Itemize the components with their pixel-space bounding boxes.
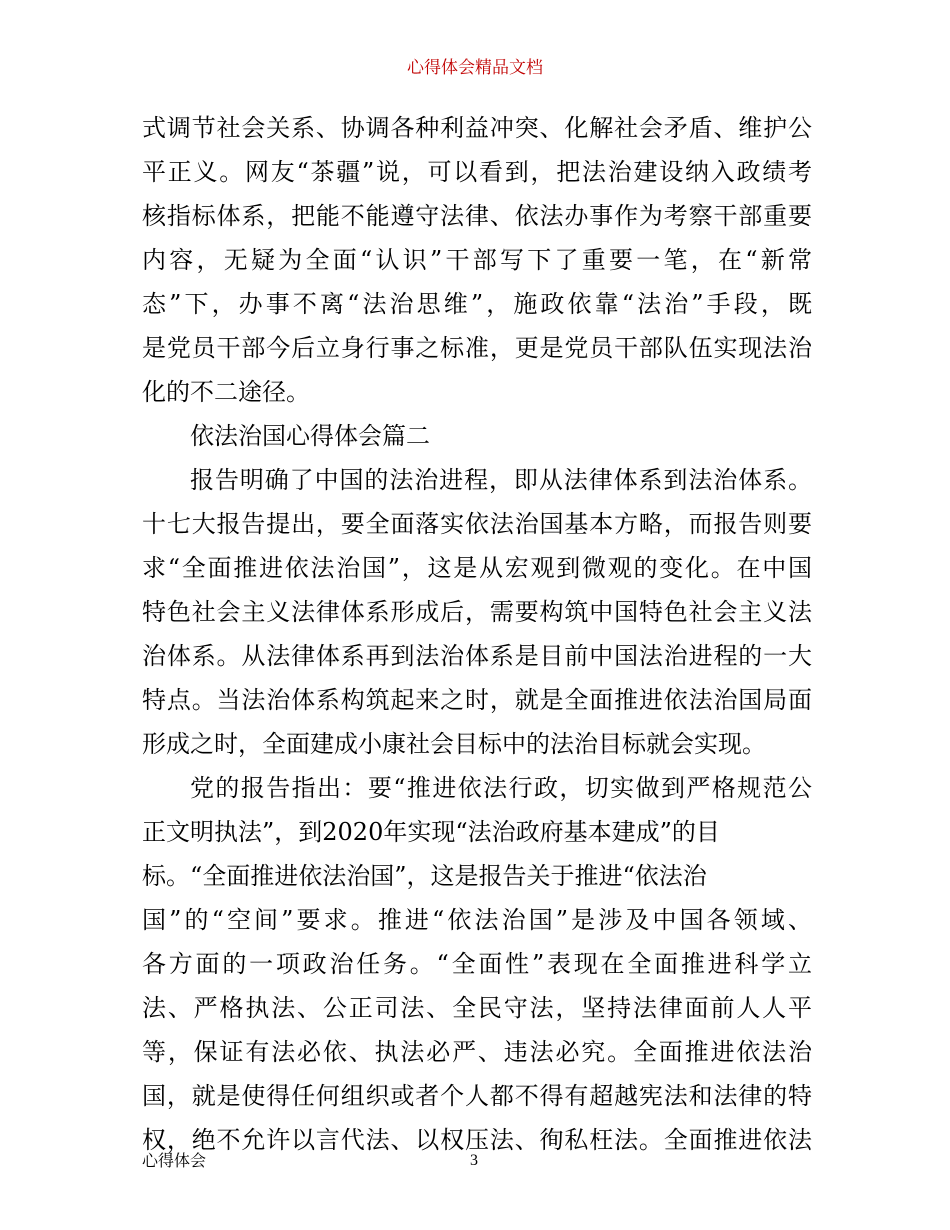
text-line: 国”的“空间”要求。推进“依法治国”是涉及中国各领域、 <box>142 906 812 934</box>
text-line: 国，就是使得任何组织或者个人都不得有超越宪法和法律的特 <box>142 1082 812 1110</box>
text-line: 化的不二途径。 <box>142 378 310 406</box>
text-line: 求“全面推进依法治国”，这是从宏观到微观的变化。在中国 <box>142 554 812 582</box>
document-body <box>142 106 812 1162</box>
text-line: 式调节社会关系、协调各种利益冲突、化解社会矛盾、维护公 <box>142 114 812 142</box>
text-line: 各方面的一项政治任务。“全面性”表现在全面推进科学立 <box>142 950 812 978</box>
text-line: 法、严格执法、公正司法、全民守法，坚持法律面前人人平 <box>142 994 812 1022</box>
text-line: 报告明确了中国的法治进程，即从法律体系到法治体系。 <box>190 466 812 494</box>
text-line: 平正义。网友“茶疆”说，可以看到，把法治建设纳入政绩考 <box>142 158 812 186</box>
text-line: 形成之时，全面建成小康社会目标中的法治目标就会实现。 <box>142 730 766 758</box>
text-line: 等，保证有法必依、执法必严、违法必究。全面推进依法治 <box>142 1038 812 1066</box>
text-line: 核指标体系，把能不能遵守法律、依法办事作为考察干部重要 <box>142 202 812 230</box>
footer-label: 心得体会 <box>142 1151 207 1170</box>
text-line: 治体系。从法律体系再到法治体系是目前中国法治进程的一大 <box>142 642 812 670</box>
page-number: 3 <box>470 1152 478 1169</box>
text-line: 特色社会主义法律体系形成后，需要构筑中国特色社会主义法 <box>142 598 812 626</box>
section-heading: 依法治国心得体会篇二 <box>190 422 430 450</box>
text-line: 特点。当法治体系构筑起来之时，就是全面推进依法治国局面 <box>142 686 812 714</box>
text-line: 是党员干部今后立身行事之标准，更是党员干部队伍实现法治 <box>142 334 812 362</box>
page-footer <box>0 1150 950 1172</box>
text-line: 内容，无疑为全面“认识”干部写下了重要一笔，在“新常 <box>142 246 812 274</box>
text-line: 标。“全面推进依法治国”，这是报告关于推进“依法治 <box>142 862 707 890</box>
text-line: 权，绝不允许以言代法、以权压法、徇私枉法。全面推进依法 <box>142 1126 812 1154</box>
text-line: 党的报告指出：要“推进依法行政，切实做到严格规范公 <box>190 774 812 802</box>
page-header-title: 心得体会精品文档 <box>407 58 543 78</box>
text-line: 态”下，办事不离“法治思维”，施政依靠“法治”手段，既 <box>142 290 812 318</box>
text-line: 正文明执法”，到2020年实现“法治政府基本建成”的目 <box>142 818 720 846</box>
text-line: 十七大报告提出，要全面落实依法治国基本方略，而报告则要 <box>142 510 812 538</box>
